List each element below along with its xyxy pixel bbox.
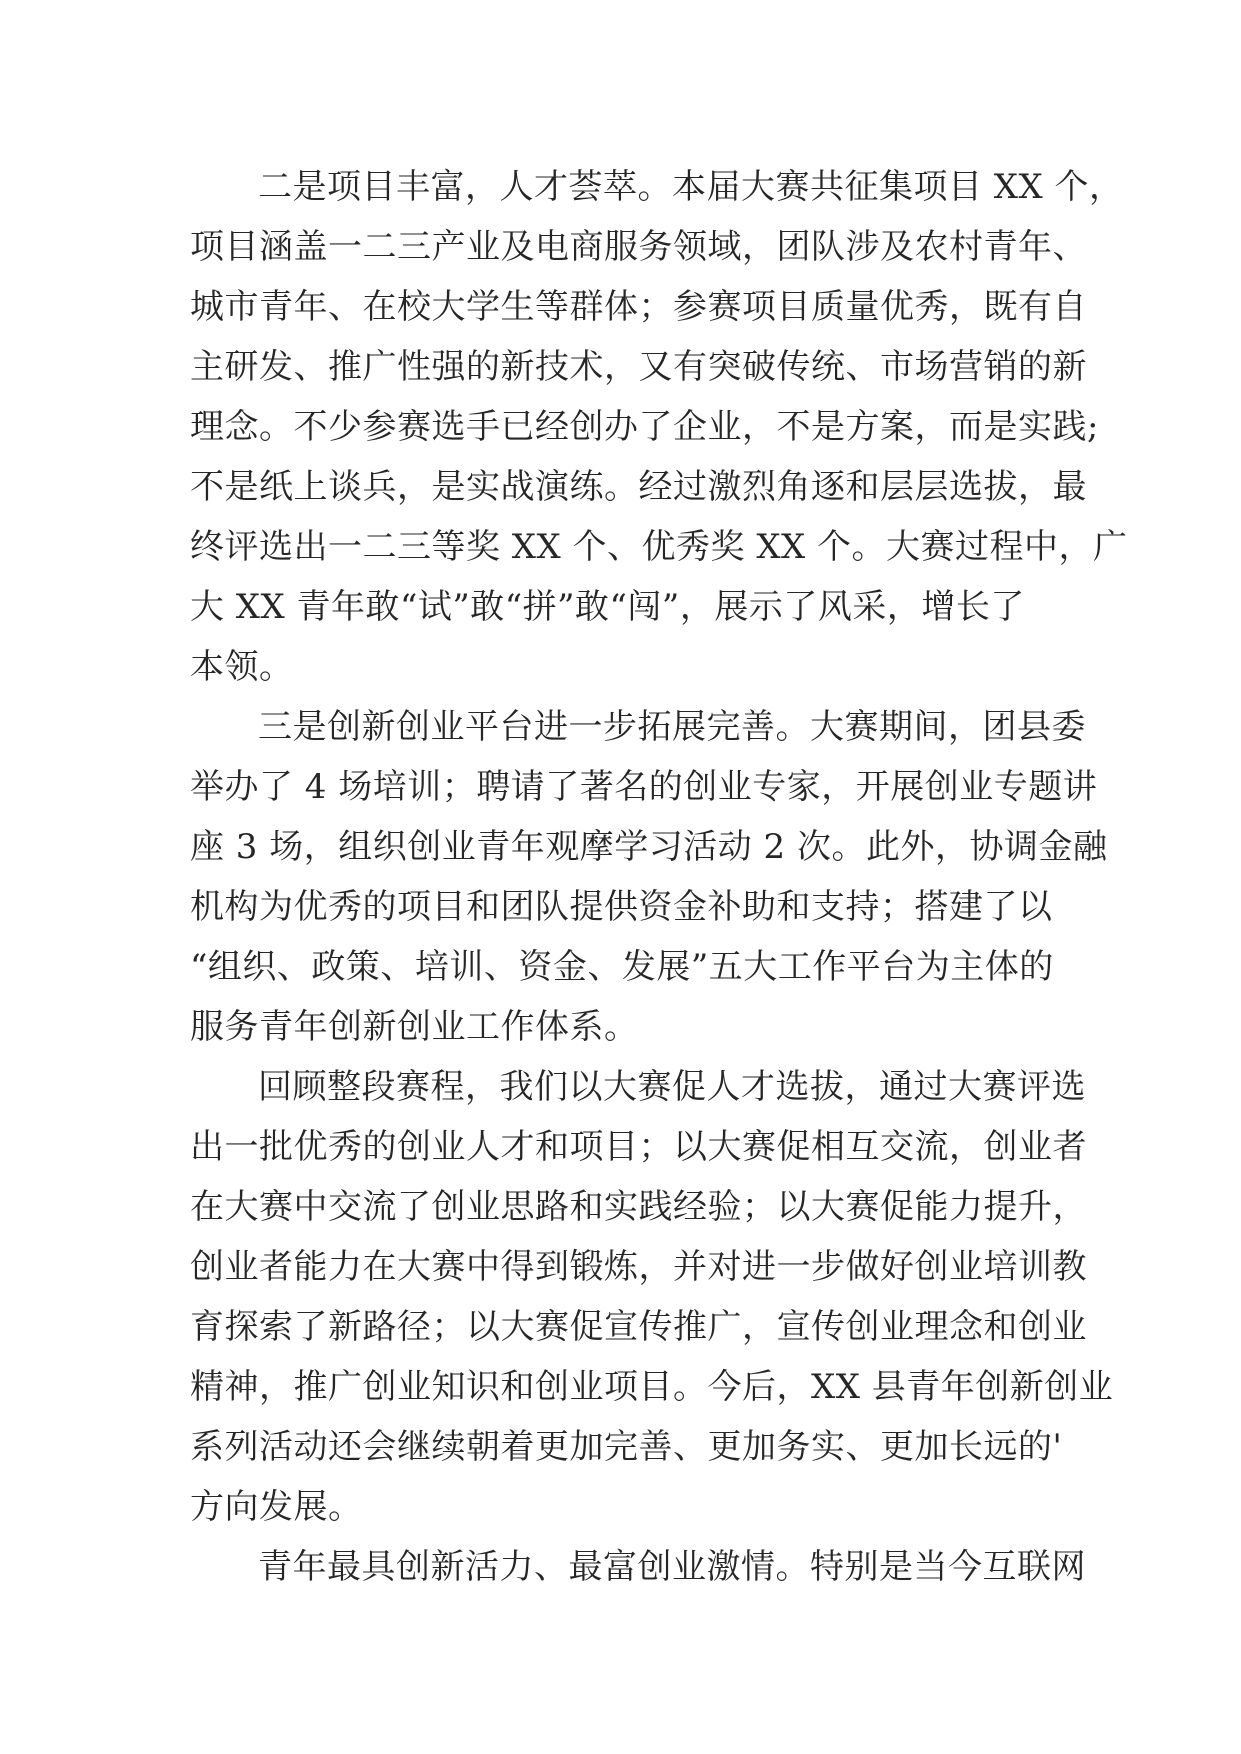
paragraph-1-line-9: 本领。 <box>190 647 294 687</box>
paragraph-3-line-1: 回顾整段赛程，我们以大赛促人才选拔，通过大赛评选 <box>258 1067 1086 1107</box>
paragraph-1-line-3: 城市青年、在校大学生等群体；参赛项目质量优秀，既有自 <box>190 287 1087 327</box>
paragraph-1-line-8: 大 XX 青年敢“试”敢“拼”敢“闯”，展示了风采，增长了 <box>190 587 1025 627</box>
paragraph-3-line-3: 在大赛中交流了创业思路和实践经验；以大赛促能力提升， <box>190 1187 1087 1227</box>
paragraph-2-line-4: 机构为优秀的项目和团队提供资金补助和支持；搭建了以 <box>190 887 1053 927</box>
paragraph-3-line-8: 方向发展。 <box>190 1487 363 1527</box>
paragraph-3-line-6: 精神，推广创业知识和创业项目。今后，XX 县青年创新创业 <box>190 1367 1114 1407</box>
paragraph-1-line-4: 主研发、推广性强的新技术，又有突破传统、市场营销的新 <box>190 347 1087 387</box>
paragraph-1-line-1: 二是项目丰富，人才荟萃。本届大赛共征集项目 XX 个， <box>258 167 1124 207</box>
paragraph-1-line-5: 理念。不少参赛选手已经创办了企业，不是方案，而是实践; <box>190 407 1099 447</box>
paragraph-1-line-2: 项目涵盖一二三产业及电商服务领域，团队涉及农村青年、 <box>190 227 1087 267</box>
paragraph-4-line-1: 青年最具创新活力、最富创业激情。特别是当今互联网 <box>258 1547 1086 1587</box>
paragraph-2-line-3: 座 3 场，组织创业青年观摩学习活动 2 次。此外，协调金融 <box>190 827 1108 867</box>
paragraph-2-line-6: 服务青年创新创业工作体系。 <box>190 1007 639 1047</box>
paragraph-3-line-5: 育探索了新路径；以大赛促宣传推广，宣传创业理念和创业 <box>190 1307 1087 1347</box>
paragraph-3-line-4: 创业者能力在大赛中得到锻炼，并对进一步做好创业培训教 <box>190 1247 1087 1287</box>
paragraph-3-line-2: 出一批优秀的创业人才和项目；以大赛促相互交流，创业者 <box>190 1127 1087 1167</box>
paragraph-1-line-7: 终评选出一二三等奖 XX 个、优秀奖 XX 个。大赛过程中，广 <box>190 527 1128 567</box>
paragraph-3-line-7: 系列活动还会继续朝着更加完善、更加务实、更加长远的' <box>190 1427 1063 1467</box>
paragraph-1-line-6: 不是纸上谈兵，是实战演练。经过激烈角逐和层层选拔，最 <box>190 467 1087 507</box>
paragraph-2-line-5: “组织、政策、培训、资金、发展”五大工作平台为主体的 <box>190 947 1054 987</box>
paragraph-2-line-1: 三是创新创业平台进一步拓展完善。大赛期间，团县委 <box>258 707 1086 747</box>
document-body <box>190 157 1128 1597</box>
paragraph-2-line-2: 举办了 4 场培训；聘请了著名的创业专家，开展创业专题讲 <box>190 767 1098 807</box>
